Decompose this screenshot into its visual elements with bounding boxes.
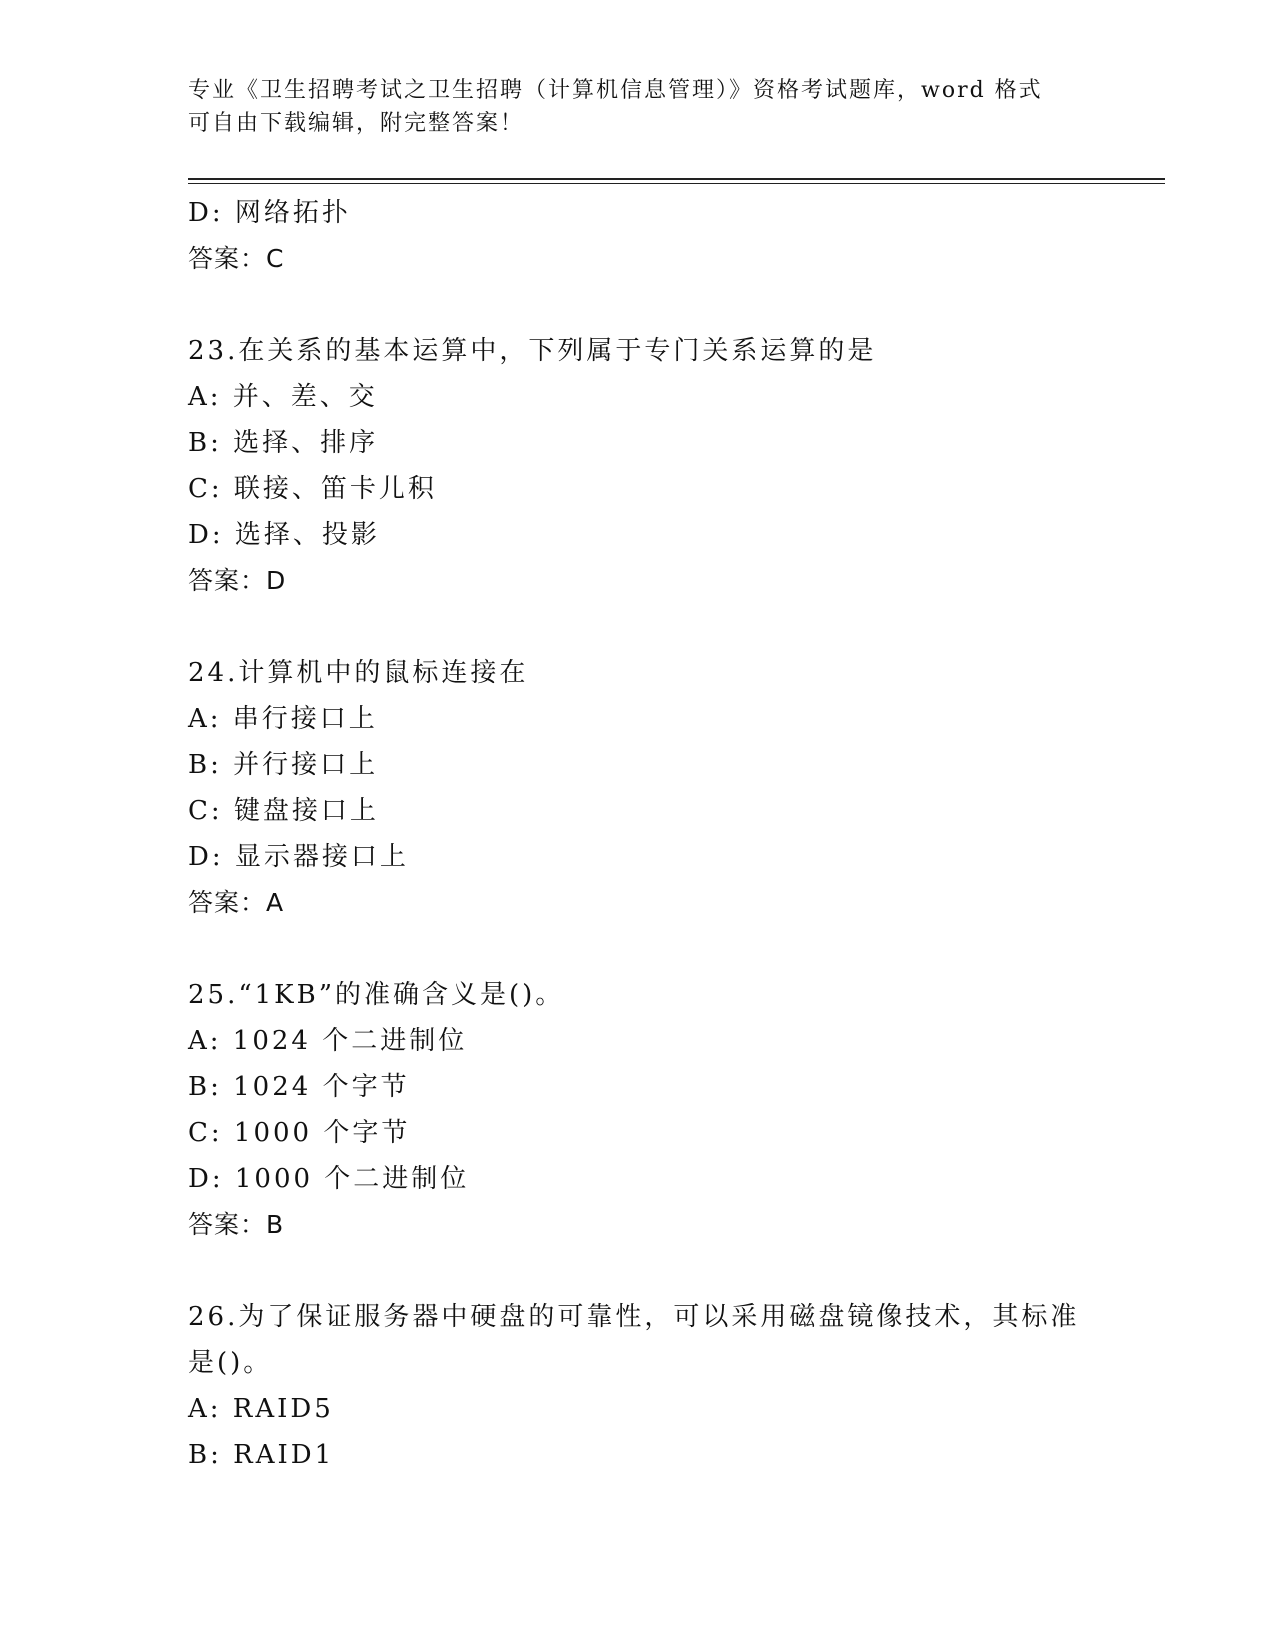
header-line-1: 专业《卫生招聘考试之卫生招聘（计算机信息管理）》资格考试题库，word 格式 <box>188 78 1043 103</box>
question-block-26 <box>188 1294 1088 1478</box>
answer-label: 答案：D <box>188 566 287 595</box>
option-d: D: 显示器接口上 <box>188 842 409 872</box>
question-text: 24.计算机中的鼠标连接在 <box>188 658 529 688</box>
option-d: D: 选择、投影 <box>188 520 380 550</box>
question-list <box>188 190 1088 1478</box>
answer-label: 答案：C <box>188 244 285 273</box>
option-d: D: 1000 个二进制位 <box>188 1164 470 1194</box>
option-c: C: 键盘接口上 <box>188 796 379 826</box>
option-b: B: 1024 个字节 <box>188 1072 410 1102</box>
answer-label: 答案：B <box>188 1210 285 1239</box>
option-a: A: 并、差、交 <box>188 382 378 412</box>
option-b: B: 选择、排序 <box>188 428 379 458</box>
spacer <box>188 926 1088 972</box>
spacer <box>188 1248 1088 1294</box>
question-block-23 <box>188 328 1088 604</box>
option-a: A: 串行接口上 <box>188 704 378 734</box>
spacer <box>188 604 1088 650</box>
question-block-24 <box>188 650 1088 926</box>
option-b: B: RAID1 <box>188 1440 335 1470</box>
question-text: 23.在关系的基本运算中，下列属于专门关系运算的是 <box>188 336 877 366</box>
question-block-22 <box>188 190 1088 282</box>
option-c: C: 联接、笛卡儿积 <box>188 474 437 504</box>
header-divider-thick <box>188 178 1165 180</box>
question-block-25 <box>188 972 1088 1248</box>
option-b: B: 并行接口上 <box>188 750 379 780</box>
option-a: A: RAID5 <box>188 1394 334 1424</box>
spacer <box>188 282 1088 328</box>
question-text-line-1: 26.为了保证服务器中硬盘的可靠性，可以采用磁盘镜像技术，其标准 <box>188 1302 1080 1332</box>
question-text-line-2: 是()。 <box>188 1348 273 1378</box>
answer-label: 答案：A <box>188 888 285 917</box>
option-c: C: 1000 个字节 <box>188 1118 411 1148</box>
option-a: A: 1024 个二进制位 <box>188 1026 468 1056</box>
option-d: D: 网络拓扑 <box>188 198 351 228</box>
header-divider-thin <box>188 183 1165 184</box>
header-line-2: 可自由下载编辑，附完整答案！ <box>188 111 525 136</box>
document-header <box>188 74 1068 140</box>
question-text: 25.“1KB”的准确含义是()。 <box>188 980 565 1010</box>
